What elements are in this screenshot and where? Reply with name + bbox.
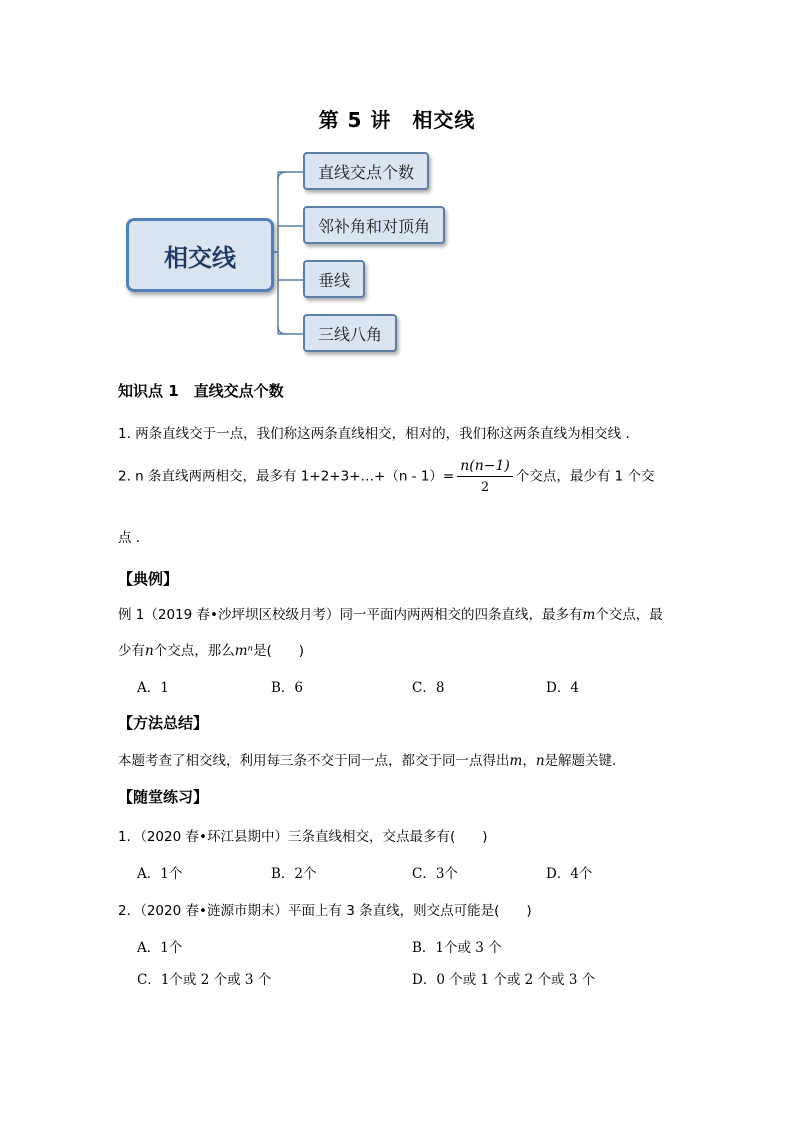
example-question-line-2 — [118, 639, 304, 659]
fraction-denominator: 2 — [480, 480, 490, 495]
paragraph-2-continued: 点 . — [118, 530, 141, 546]
example-text-a: 例 1（2019 春•沙坪坝区校级月考）同一平面内两两相交的四条直线，最多有 — [118, 607, 583, 623]
paragraph-1: 1. 两条直线交于一点，我们称这两条直线相交，相对的，我们称这两条直线为相交线 . — [118, 426, 630, 442]
fraction-numerator: n(n−1) — [457, 458, 513, 477]
q2-option-a: A．1个 — [137, 940, 183, 956]
example-text-d: 个交点，那么 — [153, 643, 235, 659]
paragraph-2-post: 个交点，最少有 1 个交 — [515, 468, 655, 485]
method-var-m: m — [509, 753, 523, 769]
example-text-c: 少有 — [118, 643, 145, 659]
q2-option-c: C．1个或 2 个或 3 个 — [137, 972, 272, 988]
example-option-a: A．1 — [137, 680, 169, 696]
section-heading: 知识点 1 直线交点个数 — [118, 382, 284, 400]
q2-option-d: D．0 个或 1 个或 2 个或 3 个 — [412, 972, 596, 988]
q1-option-c: C．3个 — [412, 866, 458, 882]
example-option-d: D．4 — [546, 680, 579, 696]
example-option-c: C．8 — [412, 680, 445, 696]
practice-question-2: 2．（2020 春•涟源市期末）平面上有 3 条直线，则交点可能是( ) — [118, 903, 532, 919]
example-option-b: B．6 — [271, 680, 304, 696]
method-var-n: n — [535, 753, 545, 769]
practice-question-1: 1．（2020 春•环江县期中）三条直线相交，交点最多有( ) — [118, 829, 488, 845]
method-heading: 【方法总结】 — [118, 714, 209, 732]
method-sep: ， — [522, 753, 536, 769]
example-heading: 【典例】 — [118, 570, 179, 588]
paragraph-2-pre: 2. n 条直线两两相交，最多有 1+2+3+…+（n - 1）= — [118, 468, 455, 485]
q1-option-b: B．2个 — [271, 866, 317, 882]
mindmap-center-node: 相交线 — [126, 218, 274, 292]
example-question-line-1 — [118, 603, 663, 623]
power-expression: mⁿ — [234, 643, 253, 659]
example-text-e: 是( ) — [252, 643, 305, 659]
method-text — [118, 749, 626, 769]
page-title: 第 5 讲 相交线 — [318, 108, 476, 132]
mindmap-branch-adjacent-vertical-angles: 邻补角和对顶角 — [303, 206, 445, 244]
mindmap-branch-three-lines-eight-angles: 三线八角 — [303, 314, 397, 352]
method-text-b: 是解题关键． — [544, 753, 626, 769]
q1-option-a: A．1个 — [137, 866, 183, 882]
q1-option-d: D．4个 — [546, 866, 593, 882]
method-text-a: 本题考查了相交线，利用每三条不交于同一点，都交于同一点得出 — [118, 753, 510, 769]
fraction — [457, 458, 513, 495]
paragraph-2 — [118, 458, 655, 495]
practice-heading: 【随堂练习】 — [118, 788, 209, 806]
var-n: n — [145, 643, 154, 659]
mindmap-branch-intersection-count: 直线交点个数 — [303, 152, 429, 190]
example-text-b: 个交点，最 — [595, 607, 663, 623]
mindmap-branch-perpendicular: 垂线 — [303, 260, 365, 298]
var-m: m — [582, 607, 596, 623]
q2-option-b: B．1个或 3 个 — [412, 940, 502, 956]
